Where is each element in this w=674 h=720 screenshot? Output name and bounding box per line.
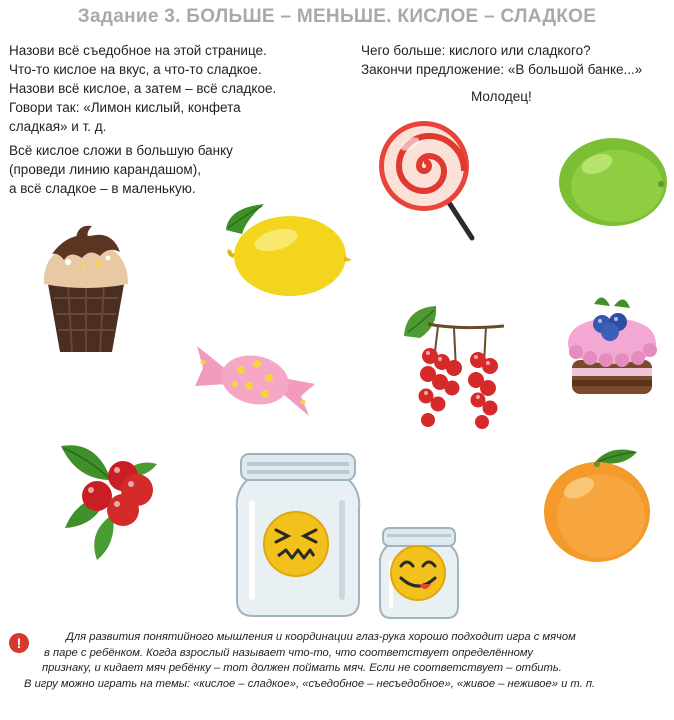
redcurrant-icon[interactable] [398, 300, 510, 436]
cake-icon[interactable] [564, 290, 660, 400]
praise-text: Молодец! [471, 89, 532, 104]
parent-note [24, 630, 666, 692]
instruction-line: Чего больше: кислого или сладкого? [361, 43, 591, 58]
orange-icon[interactable] [541, 446, 655, 564]
instruction-line: Говори так: «Лимон кислый, конфета [9, 100, 241, 115]
note-line: признаку, и кидает мяч ребёнку – тот должен поймать мяч. Если не соответствует – отбить. [42, 662, 562, 674]
instructions-left-jars [9, 141, 233, 198]
lemon-icon[interactable] [218, 200, 356, 300]
instruction-line: Назови всё съедобное на этой странице. [9, 43, 267, 58]
instruction-line: Закончи предложение: «В большой банке...» [361, 62, 643, 77]
instruction-line: сладкая» и т. д. [9, 119, 107, 134]
instruction-line: Всё кислое сложи в большую банку [9, 143, 233, 158]
instruction-line: (проведи линию карандашом), [9, 162, 201, 177]
sour-face-icon [262, 510, 330, 578]
candy-icon[interactable] [193, 340, 319, 420]
sweet-face-icon [389, 544, 447, 602]
note-line: В игру можно играть на темы: «кислое – сладкое», «съедобное – несъедобное», «живое – неживое» и т. п. [24, 677, 596, 690]
cranberry-icon[interactable] [57, 436, 161, 560]
instruction-line: Назови всё кислое, а затем – всё сладкое. [9, 81, 277, 96]
lime-icon[interactable] [557, 134, 669, 230]
instruction-line: Что-то кислое на вкус, а что-то сладкое. [9, 62, 262, 77]
lollipop-icon[interactable] [376, 120, 488, 242]
instructions-left [9, 41, 276, 136]
instructions-right [361, 41, 642, 79]
instruction-line: а всё сладкое – в маленькую. [9, 181, 196, 196]
note-line: в паре с ребёнком. Когда взрослый называет что-то, что соответствует определённому [44, 646, 533, 659]
note-line: Для развития понятийного мышления и координации глаз-рука хорошо подходит игра с мячом [66, 631, 576, 643]
attention-icon: ! [9, 633, 29, 653]
page-title: Задание 3. БОЛЬШЕ – МЕНЬШЕ. КИСЛОЕ – СЛАДКОЕ [77, 6, 597, 27]
ice-cream-icon[interactable] [38, 218, 134, 356]
